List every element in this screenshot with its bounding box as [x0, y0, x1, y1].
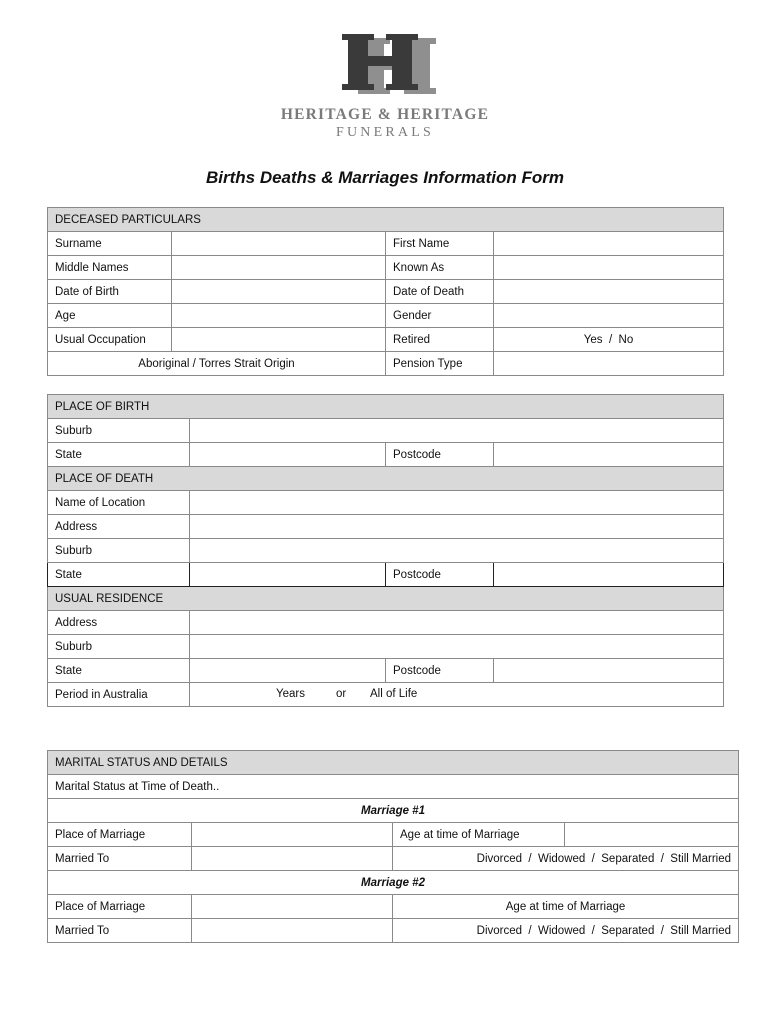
field-m1-place-of-marriage[interactable] — [192, 823, 393, 847]
label-death-postcode: Postcode — [386, 563, 494, 587]
places-table — [47, 394, 724, 707]
field-m1-age-at-marriage[interactable] — [565, 823, 739, 847]
field-middle-names[interactable] — [172, 256, 386, 280]
company-logo — [0, 0, 770, 150]
field-residence-address[interactable] — [190, 611, 724, 635]
field-first-name[interactable] — [494, 232, 724, 256]
label-m1-place-of-marriage: Place of Marriage — [48, 823, 192, 847]
label-pension-type: Pension Type — [386, 352, 494, 376]
field-death-suburb[interactable] — [190, 539, 724, 563]
label-death-address: Address — [48, 515, 190, 539]
deceased-particulars-table — [47, 207, 724, 376]
label-residence-suburb: Suburb — [48, 635, 190, 659]
label-residence-postcode: Postcode — [386, 659, 494, 683]
label-m2-married-to: Married To — [48, 919, 192, 943]
section-header-place-of-death: PLACE OF DEATH — [48, 467, 724, 491]
label-known-as: Known As — [386, 256, 494, 280]
label-middle-names: Middle Names — [48, 256, 172, 280]
form-title: Births Deaths & Marriages Information Form — [205, 168, 564, 187]
field-period-in-australia[interactable] — [190, 683, 724, 707]
field-pension-type[interactable] — [494, 352, 724, 376]
field-death-postcode[interactable] — [494, 563, 724, 587]
label-m1-married-to: Married To — [48, 847, 192, 871]
field-date-of-birth[interactable] — [172, 280, 386, 304]
field-m1-married-to[interactable] — [192, 847, 393, 871]
field-known-as[interactable] — [494, 256, 724, 280]
marriage-1-subheader: Marriage #1 — [48, 799, 739, 823]
section-header-usual-residence: USUAL RESIDENCE — [48, 587, 724, 611]
field-residence-state[interactable] — [190, 659, 386, 683]
or-text: or — [336, 688, 347, 700]
field-gender[interactable] — [494, 304, 724, 328]
label-surname: Surname — [48, 232, 172, 256]
field-date-of-death[interactable] — [494, 280, 724, 304]
label-birth-state: State — [48, 443, 190, 467]
label-birth-suburb: Suburb — [48, 419, 190, 443]
field-residence-postcode[interactable] — [494, 659, 724, 683]
field-surname[interactable] — [172, 232, 386, 256]
company-subtitle: FUNERALS — [336, 125, 434, 140]
all-of-life-option[interactable]: All of Life — [370, 688, 418, 700]
label-date-of-death: Date of Death — [386, 280, 494, 304]
label-death-state: State — [48, 563, 190, 587]
field-birth-postcode[interactable] — [494, 443, 724, 467]
marriage-2-subheader: Marriage #2 — [48, 871, 739, 895]
years-option[interactable]: Years — [276, 688, 305, 700]
field-m2-married-to[interactable] — [192, 919, 393, 943]
section-header-deceased: DECEASED PARTICULARS — [48, 208, 724, 232]
label-period-in-australia: Period in Australia — [48, 683, 190, 707]
label-residence-state: State — [48, 659, 190, 683]
label-date-of-birth: Date of Birth — [48, 280, 172, 304]
m2-status-options[interactable]: Divorced / Widowed / Separated / Still Married — [393, 919, 739, 943]
field-death-location[interactable] — [190, 491, 724, 515]
label-age: Age — [48, 304, 172, 328]
field-death-state[interactable] — [190, 563, 386, 587]
label-first-name: First Name — [386, 232, 494, 256]
field-birth-state[interactable] — [190, 443, 386, 467]
field-usual-occupation[interactable] — [172, 328, 386, 352]
field-age[interactable] — [172, 304, 386, 328]
label-m2-age-at-marriage[interactable]: Age at time of Marriage — [393, 895, 739, 919]
field-residence-suburb[interactable] — [190, 635, 724, 659]
label-birth-postcode: Postcode — [386, 443, 494, 467]
marital-status-at-death[interactable]: Marital Status at Time of Death.. — [48, 775, 739, 799]
label-m1-age-at-marriage: Age at time of Marriage — [393, 823, 565, 847]
field-birth-suburb[interactable] — [190, 419, 724, 443]
label-death-location: Name of Location — [48, 491, 190, 515]
field-m2-place-of-marriage[interactable] — [192, 895, 393, 919]
field-death-address[interactable] — [190, 515, 724, 539]
label-m2-place-of-marriage: Place of Marriage — [48, 895, 192, 919]
label-retired: Retired — [386, 328, 494, 352]
section-header-place-of-birth: PLACE OF BIRTH — [48, 395, 724, 419]
label-gender: Gender — [386, 304, 494, 328]
retired-yes-no-options[interactable]: Yes / No — [494, 328, 724, 352]
m1-status-options[interactable]: Divorced / Widowed / Separated / Still Married — [393, 847, 739, 871]
label-residence-address: Address — [48, 611, 190, 635]
marital-status-table — [47, 750, 739, 943]
heritage-monogram-logo — [338, 34, 442, 96]
label-usual-occupation: Usual Occupation — [48, 328, 172, 352]
label-death-suburb: Suburb — [48, 539, 190, 563]
company-name: HERITAGE & HERITAGE — [280, 106, 490, 123]
section-header-marital-status: MARITAL STATUS AND DETAILS — [48, 751, 739, 775]
label-aboriginal-torres-strait-origin[interactable]: Aboriginal / Torres Strait Origin — [48, 352, 386, 376]
